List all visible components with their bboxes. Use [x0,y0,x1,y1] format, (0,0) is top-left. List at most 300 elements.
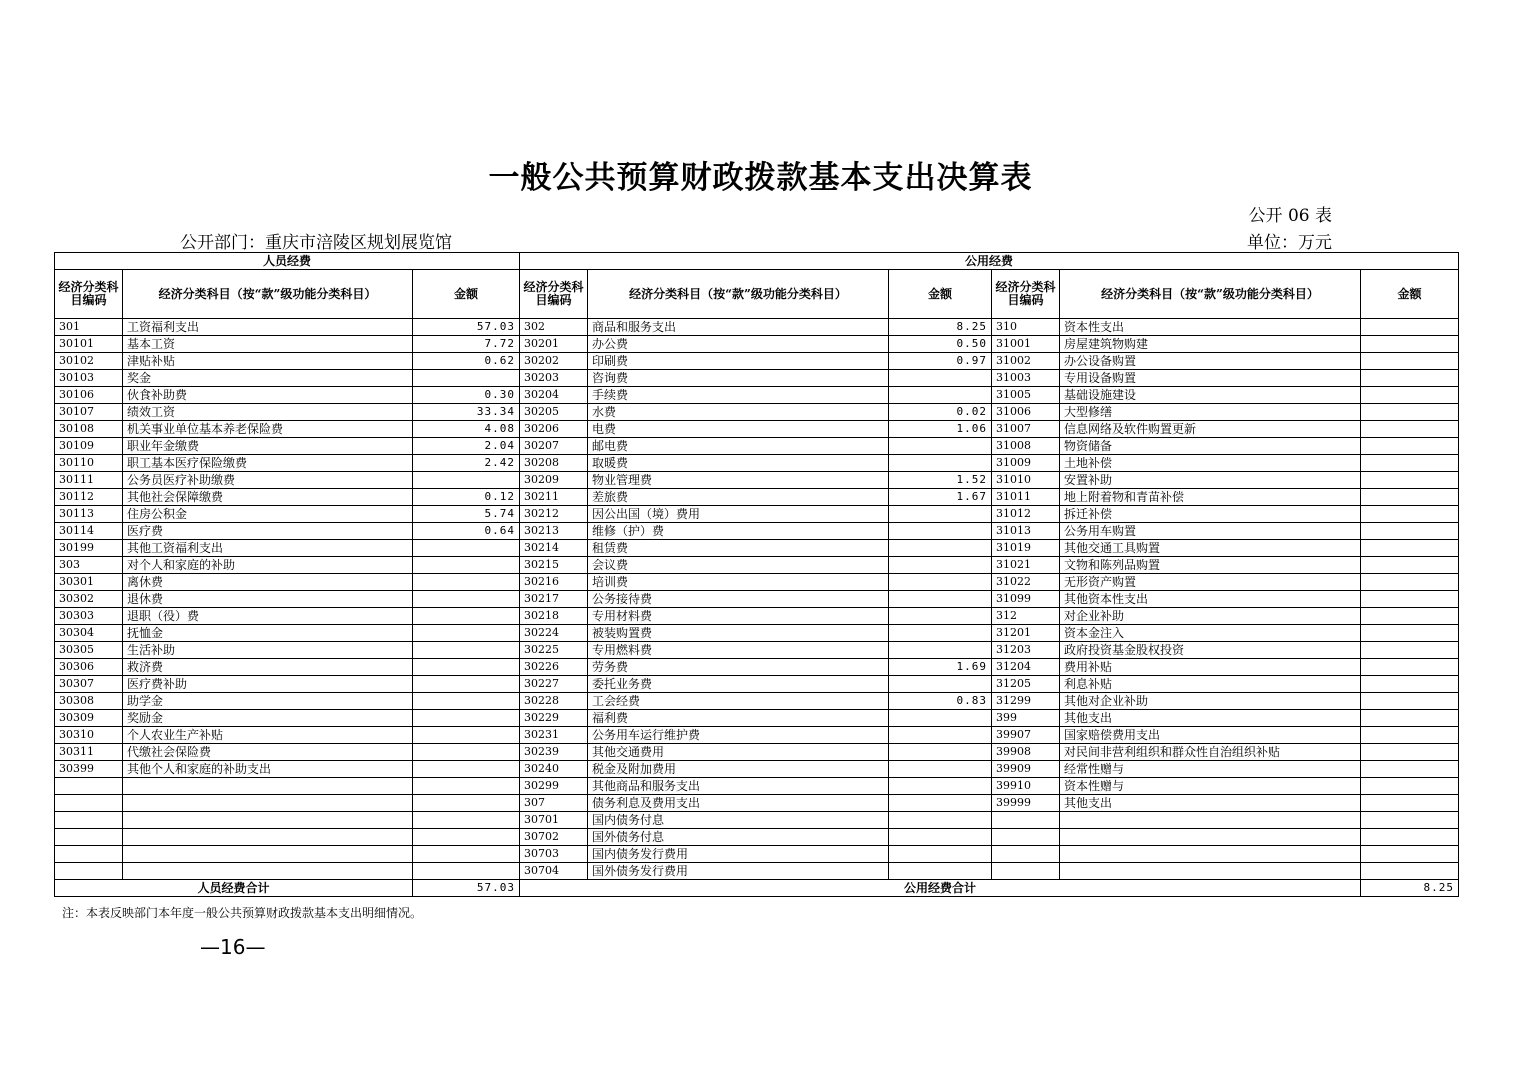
row-name: 公务员医疗补助缴费 [123,472,413,489]
row-name: 其他资本性支出 [1060,591,1361,608]
row-amount: 0.62 [413,353,520,370]
row-name: 费用补贴 [1060,659,1361,676]
row-amount [1361,540,1459,557]
row-name: 职工基本医疗保险缴费 [123,455,413,472]
row-name: 物业管理费 [588,472,889,489]
row-name: 其他交通工具购置 [1060,540,1361,557]
row-code: 30216 [520,574,588,591]
row-amount [413,761,520,778]
row-amount [1361,472,1459,489]
row-amount [1361,591,1459,608]
row-code: 31019 [992,540,1060,557]
table-row [55,761,1459,778]
column-header-code: 经济分类科目编码 [520,270,588,319]
row-name: 其他工资福利支出 [123,540,413,557]
table-row [55,353,1459,370]
row-name: 对民间非营利组织和群众性自治组织补贴 [1060,744,1361,761]
row-amount [1361,353,1459,370]
row-amount [1361,387,1459,404]
row-code: 30218 [520,608,588,625]
table-row [55,591,1459,608]
row-amount: 2.04 [413,438,520,455]
row-amount [889,829,992,846]
row-amount [413,540,520,557]
row-code: 30207 [520,438,588,455]
row-name: 专用材料费 [588,608,889,625]
row-amount [1361,659,1459,676]
row-code: 30111 [55,472,123,489]
row-amount [889,778,992,795]
row-amount [889,812,992,829]
row-name: 抚恤金 [123,625,413,642]
row-code: 30225 [520,642,588,659]
table-row [55,676,1459,693]
row-name: 助学金 [123,693,413,710]
row-amount [1361,438,1459,455]
row-name: 商品和服务支出 [588,319,889,336]
row-name: 其他支出 [1060,710,1361,727]
row-name: 税金及附加费用 [588,761,889,778]
column-header-code: 经济分类科目编码 [992,270,1060,319]
row-code: 31021 [992,557,1060,574]
row-name: 医疗费补助 [123,676,413,693]
row-name: 工资福利支出 [123,319,413,336]
row-amount [1361,523,1459,540]
row-code: 30239 [520,744,588,761]
row-name: 公务接待费 [588,591,889,608]
row-code: 30201 [520,336,588,353]
table-row [55,829,1459,846]
row-code: 30228 [520,693,588,710]
page-title: 一般公共预算财政拨款基本支出决算表 [488,160,1033,196]
row-amount [1361,489,1459,506]
row-code: 31007 [992,421,1060,438]
row-name: 咨询费 [588,370,889,387]
row-name: 劳务费 [588,659,889,676]
row-name: 国外债务发行费用 [588,863,889,880]
table-row [55,404,1459,421]
row-code: 31204 [992,659,1060,676]
row-amount [413,863,520,880]
row-code: 30306 [55,659,123,676]
row-code: 30110 [55,455,123,472]
row-name: 专用设备购置 [1060,370,1361,387]
table-row [55,795,1459,812]
row-name: 租赁费 [588,540,889,557]
row-code: 39908 [992,744,1060,761]
row-amount [413,795,520,812]
row-amount [889,438,992,455]
row-name: 专用燃料费 [588,642,889,659]
department-label: 公开部门：重庆市涪陵区规划展览馆 [180,233,452,253]
row-name: 房屋建筑物购建 [1060,336,1361,353]
row-amount [889,727,992,744]
row-amount [889,642,992,659]
row-code: 31009 [992,455,1060,472]
row-name [123,846,413,863]
row-name: 信息网络及软件购置更新 [1060,421,1361,438]
row-amount [889,540,992,557]
row-name: 因公出国（境）费用 [588,506,889,523]
row-name: 职业年金缴费 [123,438,413,455]
row-name: 津贴补贴 [123,353,413,370]
row-name: 代缴社会保险费 [123,744,413,761]
row-code: 30302 [55,591,123,608]
row-amount: 57.03 [413,319,520,336]
row-code [55,812,123,829]
group-header-personnel: 人员经费 [55,253,520,270]
row-name: 离休费 [123,574,413,591]
row-amount: 7.72 [413,336,520,353]
public-total-label: 公用经费合计 [520,880,1361,897]
row-code: 30209 [520,472,588,489]
row-amount [1361,795,1459,812]
row-name: 债务利息及费用支出 [588,795,889,812]
row-name: 印刷费 [588,353,889,370]
row-amount [1361,829,1459,846]
row-code: 31012 [992,506,1060,523]
row-code: 303 [55,557,123,574]
row-amount [1361,370,1459,387]
row-code: 31008 [992,438,1060,455]
row-name: 住房公积金 [123,506,413,523]
row-amount [1361,625,1459,642]
row-amount [1361,744,1459,761]
row-code: 30205 [520,404,588,421]
row-name: 被装购置费 [588,625,889,642]
row-code: 31011 [992,489,1060,506]
row-amount [889,574,992,591]
row-amount [1361,421,1459,438]
table-body [55,319,1459,880]
row-code: 30311 [55,744,123,761]
row-code: 30211 [520,489,588,506]
row-amount [1361,727,1459,744]
row-code: 30703 [520,846,588,863]
row-name: 经常性赠与 [1060,761,1361,778]
row-name: 拆迁补偿 [1060,506,1361,523]
row-code: 31203 [992,642,1060,659]
row-name: 会议费 [588,557,889,574]
row-name: 差旅费 [588,489,889,506]
row-name: 土地补偿 [1060,455,1361,472]
row-name [1060,846,1361,863]
row-name: 资本性赠与 [1060,778,1361,795]
page-number: —16— [200,935,266,959]
row-amount [413,710,520,727]
row-code: 31010 [992,472,1060,489]
row-amount: 0.02 [889,404,992,421]
row-amount [889,846,992,863]
table-number: 公开 06 表 [1248,206,1332,226]
row-amount: 2.42 [413,455,520,472]
row-code: 31003 [992,370,1060,387]
row-code: 30102 [55,353,123,370]
row-amount [1361,336,1459,353]
table-row [55,438,1459,455]
row-name: 基本工资 [123,336,413,353]
row-amount [889,608,992,625]
row-name: 文物和陈列品购置 [1060,557,1361,574]
row-name: 物资储备 [1060,438,1361,455]
row-name: 大型修缮 [1060,404,1361,421]
row-code: 30214 [520,540,588,557]
row-amount [889,863,992,880]
table-row [55,744,1459,761]
row-name [1060,863,1361,880]
row-name: 国内债务发行费用 [588,846,889,863]
row-code: 31299 [992,693,1060,710]
row-code [55,863,123,880]
row-name: 公务用车购置 [1060,523,1361,540]
table-row [55,625,1459,642]
row-amount [889,795,992,812]
column-header-code: 经济分类科目编码 [55,270,123,319]
row-name: 对企业补助 [1060,608,1361,625]
table-row [55,642,1459,659]
row-code: 30702 [520,829,588,846]
row-name: 无形资产购置 [1060,574,1361,591]
row-name: 公务用车运行维护费 [588,727,889,744]
table-row [55,523,1459,540]
table-row [55,693,1459,710]
row-name: 邮电费 [588,438,889,455]
row-amount: 0.83 [889,693,992,710]
row-amount: 0.50 [889,336,992,353]
row-name: 绩效工资 [123,404,413,421]
row-code [992,863,1060,880]
row-amount [1361,506,1459,523]
row-code: 31002 [992,353,1060,370]
row-amount: 8.25 [889,319,992,336]
table-row [55,472,1459,489]
row-amount [413,829,520,846]
row-name: 培训费 [588,574,889,591]
group-header-public: 公用经费 [520,253,1459,270]
row-name: 维修（护）费 [588,523,889,540]
row-code: 31201 [992,625,1060,642]
row-amount [889,506,992,523]
row-amount [413,659,520,676]
row-name: 伙食补助费 [123,387,413,404]
row-code: 30114 [55,523,123,540]
row-name: 机关事业单位基本养老保险费 [123,421,413,438]
row-code: 307 [520,795,588,812]
row-code [992,829,1060,846]
row-code: 30199 [55,540,123,557]
row-amount [1361,557,1459,574]
row-name: 基础设施建设 [1060,387,1361,404]
row-code: 30240 [520,761,588,778]
row-amount [413,625,520,642]
row-code: 31001 [992,336,1060,353]
row-code: 31099 [992,591,1060,608]
row-name [1060,829,1361,846]
table-row [55,812,1459,829]
row-name: 个人农业生产补贴 [123,727,413,744]
row-code: 30101 [55,336,123,353]
row-amount [1361,642,1459,659]
row-amount [1361,710,1459,727]
row-amount [889,455,992,472]
row-amount [413,676,520,693]
row-code: 312 [992,608,1060,625]
row-name: 其他交通费用 [588,744,889,761]
row-name: 办公设备购置 [1060,353,1361,370]
row-name: 取暖费 [588,455,889,472]
row-name: 退职（役）费 [123,608,413,625]
personnel-total-value: 57.03 [413,880,520,897]
row-amount [413,744,520,761]
row-amount [1361,455,1459,472]
row-code: 30203 [520,370,588,387]
row-code: 30303 [55,608,123,625]
row-code: 30307 [55,676,123,693]
row-code: 30106 [55,387,123,404]
row-amount: 0.64 [413,523,520,540]
row-name: 其他个人和家庭的补助支出 [123,761,413,778]
column-header-name: 经济分类科目（按“款”级功能分类科目） [588,270,889,319]
row-name [1060,812,1361,829]
row-code: 30109 [55,438,123,455]
table-row [55,455,1459,472]
table-row [55,557,1459,574]
row-name: 资本金注入 [1060,625,1361,642]
row-code: 30108 [55,421,123,438]
row-name [123,863,413,880]
row-code: 30229 [520,710,588,727]
row-amount [1361,846,1459,863]
row-code [55,829,123,846]
row-code: 30113 [55,506,123,523]
row-amount [1361,693,1459,710]
row-name [123,812,413,829]
table-row [55,710,1459,727]
row-amount [1361,676,1459,693]
row-name: 办公费 [588,336,889,353]
row-code: 31022 [992,574,1060,591]
row-amount [413,642,520,659]
row-amount [889,625,992,642]
row-amount [413,472,520,489]
row-amount [413,370,520,387]
row-name: 政府投资基金股权投资 [1060,642,1361,659]
row-code: 310 [992,319,1060,336]
row-name: 资本性支出 [1060,319,1361,336]
row-amount [1361,608,1459,625]
column-header-name: 经济分类科目（按“款”级功能分类科目） [123,270,413,319]
table-row [55,489,1459,506]
row-code: 30310 [55,727,123,744]
row-amount [889,744,992,761]
row-name: 对个人和家庭的补助 [123,557,413,574]
row-amount [889,761,992,778]
row-amount: 0.97 [889,353,992,370]
row-name: 国内债务付息 [588,812,889,829]
row-code: 30208 [520,455,588,472]
row-name: 生活补助 [123,642,413,659]
row-name: 水费 [588,404,889,421]
row-code: 30704 [520,863,588,880]
row-code: 30224 [520,625,588,642]
row-name: 手续费 [588,387,889,404]
row-name: 国家赔偿费用支出 [1060,727,1361,744]
row-amount [1361,761,1459,778]
row-code: 31013 [992,523,1060,540]
row-code: 39999 [992,795,1060,812]
row-code: 399 [992,710,1060,727]
row-code: 30215 [520,557,588,574]
row-name: 国外债务付息 [588,829,889,846]
row-code: 30308 [55,693,123,710]
row-code: 30701 [520,812,588,829]
row-amount: 1.52 [889,472,992,489]
row-code: 30107 [55,404,123,421]
row-amount [889,591,992,608]
table-row [55,846,1459,863]
table-row [55,387,1459,404]
table-row [55,319,1459,336]
column-header-amount: 金额 [889,270,992,319]
footnote: 注：本表反映部门本年度一般公共预算财政拨款基本支出明细情况。 [62,906,423,920]
table-row [55,778,1459,795]
row-code [55,795,123,812]
row-code: 301 [55,319,123,336]
row-code [55,778,123,795]
table-row [55,370,1459,387]
row-code: 31205 [992,676,1060,693]
row-amount [889,557,992,574]
row-name: 电费 [588,421,889,438]
row-code [992,812,1060,829]
row-amount: 1.67 [889,489,992,506]
row-code: 302 [520,319,588,336]
row-amount [1361,574,1459,591]
row-name: 安置补助 [1060,472,1361,489]
row-name: 其他社会保障缴费 [123,489,413,506]
row-amount [889,387,992,404]
row-code: 30213 [520,523,588,540]
table-row [55,574,1459,591]
table-row [55,608,1459,625]
row-code: 30103 [55,370,123,387]
row-amount [413,778,520,795]
row-code: 30304 [55,625,123,642]
table-row [55,659,1459,676]
row-amount: 33.34 [413,404,520,421]
row-amount [1361,404,1459,421]
row-code: 30299 [520,778,588,795]
row-code: 30202 [520,353,588,370]
row-code: 30227 [520,676,588,693]
row-amount [889,676,992,693]
row-code: 30399 [55,761,123,778]
row-code: 30206 [520,421,588,438]
row-name: 奖励金 [123,710,413,727]
row-name: 退休费 [123,591,413,608]
row-amount [413,693,520,710]
row-name [123,778,413,795]
row-code: 30301 [55,574,123,591]
row-amount [413,608,520,625]
row-name: 医疗费 [123,523,413,540]
row-name: 其他对企业补助 [1060,693,1361,710]
row-code: 30231 [520,727,588,744]
row-amount [413,574,520,591]
row-amount [1361,812,1459,829]
row-name [123,795,413,812]
row-code: 30309 [55,710,123,727]
